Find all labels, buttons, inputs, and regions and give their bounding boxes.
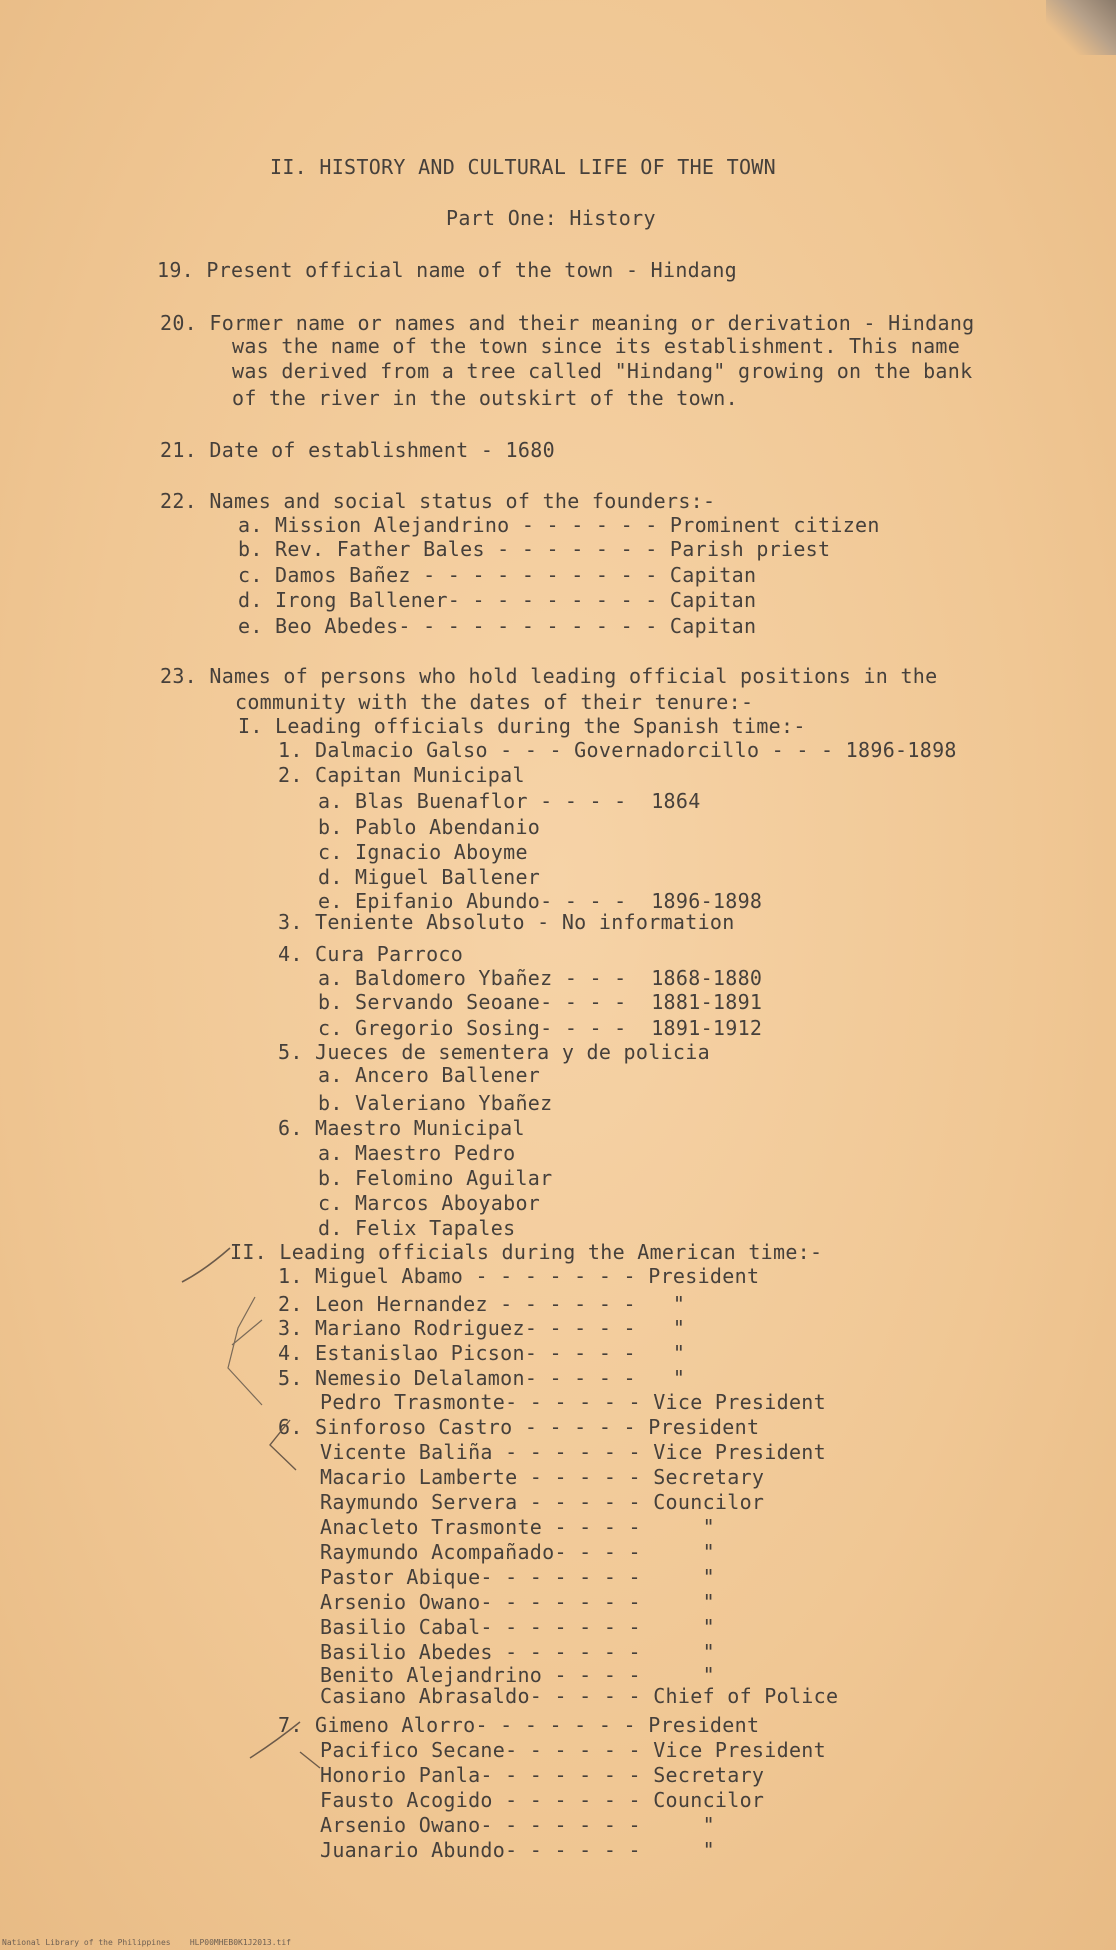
text-line: 19. Present official name of the town - Hindang [157, 258, 738, 282]
text-line: Pedro Trasmonte- - - - - - Vice President [320, 1390, 826, 1414]
text-line: 3. Teniente Absoluto - No information [278, 910, 735, 934]
text-line: a. Blas Buenaflor - - - - 1864 [318, 789, 701, 813]
text-line: 4. Cura Parroco [278, 942, 464, 966]
text-line: was the name of the town since its establishment. This name [232, 334, 961, 358]
text-line: d. Irong Ballener- - - - - - - - - Capitan [238, 588, 757, 612]
text-line: 7. Gimeno Alorro- - - - - - - President [278, 1713, 760, 1737]
text-line: Macario Lamberte - - - - - Secretary [320, 1465, 765, 1489]
text-line: Fausto Acogido - - - - - - Councilor [320, 1788, 765, 1812]
text-line: was derived from a tree called "Hindang" growing on the bank [232, 359, 973, 383]
text-line: c. Damos Bañez - - - - - - - - - - Capitan [238, 563, 757, 587]
archive-footer: National Library of the Philippines HLP00MHEB0K1J2013.tif [2, 1938, 291, 1947]
text-line: Arsenio Owano- - - - - - - " [320, 1813, 715, 1837]
text-line: 1. Miguel Abamo - - - - - - - President [278, 1264, 760, 1288]
text-line: Honorio Panla- - - - - - - Secretary [320, 1763, 765, 1787]
text-line: a. Ancero Ballener [318, 1063, 541, 1087]
text-line: 6. Maestro Municipal [278, 1116, 525, 1140]
text-line: c. Marcos Aboyabor [318, 1191, 541, 1215]
pencil-check-mark [182, 1248, 230, 1282]
text-line: a. Maestro Pedro [318, 1141, 516, 1165]
text-line: Pacifico Secane- - - - - - Vice President [320, 1738, 826, 1762]
text-line: b. Rev. Father Bales - - - - - - - Parish priest [238, 537, 831, 561]
text-line: 5. Jueces de sementera y de policia [278, 1040, 710, 1064]
text-line: Juanario Abundo- - - - - - " [320, 1838, 715, 1862]
text-line: Arsenio Owano- - - - - - - " [320, 1590, 715, 1614]
pencil-line-mark [232, 1320, 262, 1345]
text-line: 5. Nemesio Delalamon- - - - - " [278, 1366, 686, 1390]
page-corner-fold [1046, 0, 1116, 55]
text-line: community with the dates of their tenure:- [235, 690, 754, 714]
text-line: II. Leading officials during the American time:- [230, 1240, 823, 1264]
text-line: e. Epifanio Abundo- - - - 1896-1898 [318, 889, 763, 913]
text-line: 6. Sinforoso Castro - - - - - President [278, 1415, 760, 1439]
text-line: Raymundo Servera - - - - - Councilor [320, 1490, 765, 1514]
text-line: d. Miguel Ballener [318, 865, 541, 889]
text-line: b. Valeriano Ybañez [318, 1091, 553, 1115]
text-line: b. Felomino Aguilar [318, 1166, 553, 1190]
text-line: a. Mission Alejandrino - - - - - - Prominent citizen [238, 513, 880, 537]
text-line: of the river in the outskirt of the town. [232, 386, 738, 410]
text-line: d. Felix Tapales [318, 1216, 516, 1240]
text-line: Basilio Abedes - - - - - - " [320, 1640, 715, 1664]
text-line: c. Ignacio Aboyme [318, 840, 528, 864]
text-line: 2. Leon Hernandez - - - - - - " [278, 1292, 686, 1316]
text-line: Pastor Abique- - - - - - - " [320, 1565, 715, 1589]
text-line: I. Leading officials during the Spanish time:- [238, 714, 806, 738]
text-line: 2. Capitan Municipal [278, 763, 525, 787]
text-line: 21. Date of establishment - 1680 [160, 438, 555, 462]
text-line: 4. Estanislao Picson- - - - - " [278, 1341, 686, 1365]
text-line: 22. Names and social status of the founders:- [160, 489, 716, 513]
text-line: b. Servando Seoane- - - - 1881-1891 [318, 990, 763, 1014]
section-heading: II. HISTORY AND CULTURAL LIFE OF THE TOWN [270, 155, 776, 179]
text-line: 1. Dalmacio Galso - - - Governadorcillo - - - 1896-1898 [278, 738, 957, 762]
text-line: Benito Alejandrino - - - - " [320, 1663, 715, 1687]
pencil-line-mark [228, 1297, 262, 1405]
text-line: Raymundo Acompañado- - - - " [320, 1540, 715, 1564]
text-line: a. Baldomero Ybañez - - - 1868-1880 [318, 966, 763, 990]
text-line: c. Gregorio Sosing- - - - 1891-1912 [318, 1016, 763, 1040]
part-heading: Part One: History [446, 206, 656, 230]
text-line: b. Pablo Abendanio [318, 815, 541, 839]
text-line: 3. Mariano Rodriguez- - - - - " [278, 1316, 686, 1340]
pencil-line-mark [300, 1752, 320, 1768]
text-line: Anacleto Trasmonte - - - - " [320, 1515, 715, 1539]
text-line: e. Beo Abedes- - - - - - - - - - - Capitan [238, 614, 757, 638]
text-line: 20. Former name or names and their meaning or derivation - Hindang [160, 311, 975, 335]
text-line: Vicente Baliña - - - - - - Vice President [320, 1440, 826, 1464]
text-line: Casiano Abrasaldo- - - - - Chief of Police [320, 1684, 839, 1708]
text-line: 23. Names of persons who hold leading official positions in the [160, 664, 938, 688]
text-line: Basilio Cabal- - - - - - - " [320, 1615, 715, 1639]
